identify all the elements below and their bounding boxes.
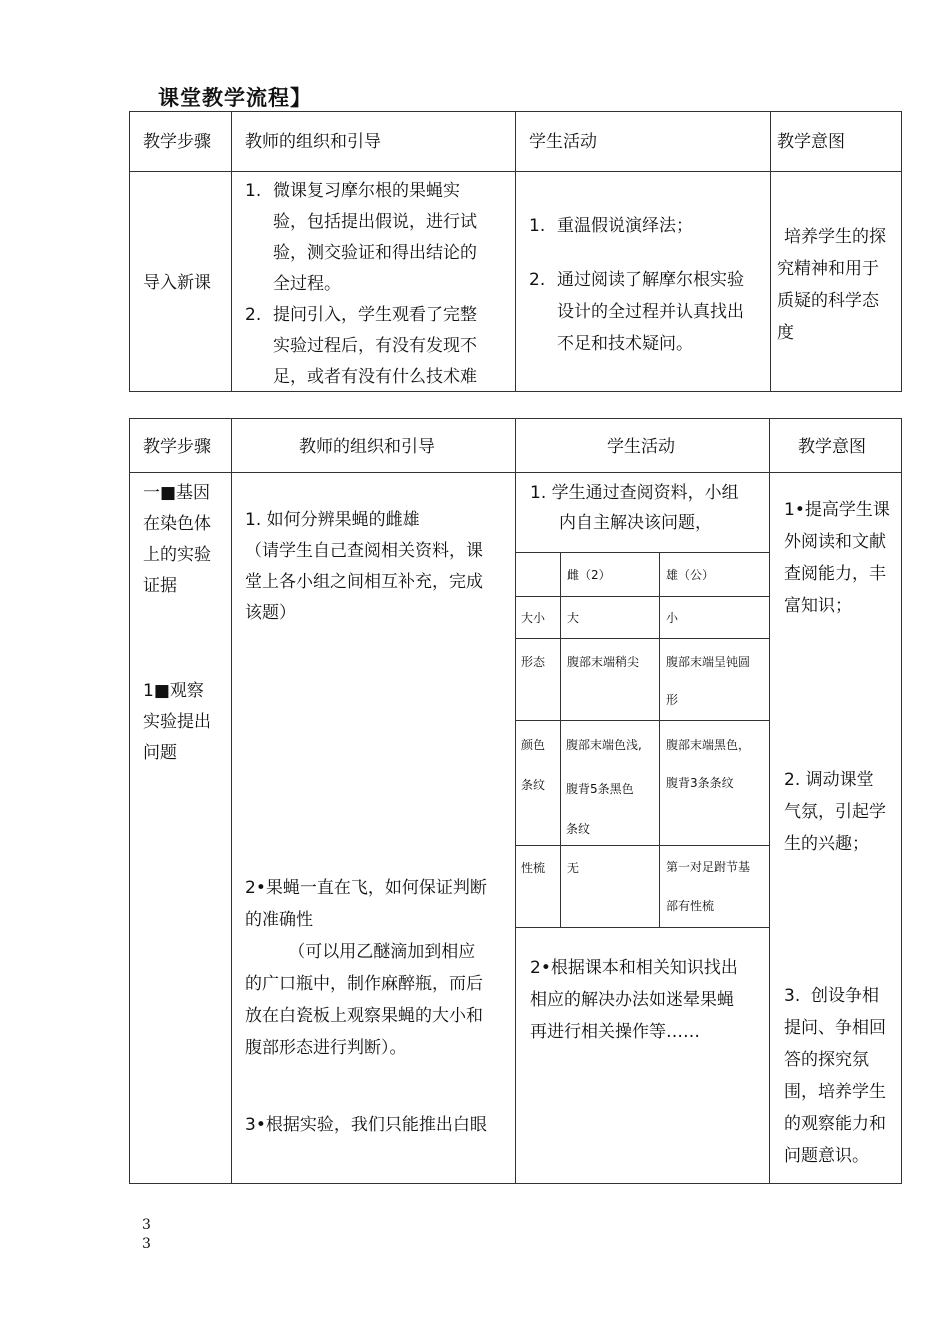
list-item-line: 重温假说演绎法； xyxy=(557,216,693,236)
list-item-line: 通过阅读了解摩尔根实验 xyxy=(557,270,744,290)
female-cell: 腹部末端稍尖 xyxy=(567,655,640,669)
intent-line: 质疑的科学态 xyxy=(777,291,879,311)
list-number: 1. xyxy=(529,216,546,236)
male-cell: 部有性梳 xyxy=(666,899,715,913)
header-student: 学生活动 xyxy=(529,132,597,152)
male-cell: 腹部末端呈钝圆 xyxy=(666,655,751,669)
col-header-female: 雌（2） xyxy=(567,568,611,582)
male-cell: 腹部末端黑色， xyxy=(666,738,751,752)
row-attr: 条纹 xyxy=(521,778,546,792)
teacher-line: 腹部形态进行判断）。 xyxy=(245,1038,407,1058)
list-item-line: 微课复习摩尔根的果蝇实 xyxy=(273,181,460,201)
student-line: 内自主解决该问题， xyxy=(559,513,712,533)
list-number: 2. xyxy=(245,305,262,325)
list-item-line: 足，或者有没有什么技术难 xyxy=(273,367,477,387)
step-line: 1■观察 xyxy=(143,681,204,701)
intent-line: 答的探究氛 xyxy=(784,1050,869,1070)
female-cell: 条纹 xyxy=(566,822,591,836)
step-line: 实验提出 xyxy=(143,712,211,732)
header-step: 教学步骤 xyxy=(143,132,211,152)
intent-line: 1•提高学生课 xyxy=(784,500,890,520)
female-cell: 无 xyxy=(567,861,580,875)
row-attr: 大小 xyxy=(521,611,546,625)
student-line: 再进行相关操作等…… xyxy=(530,1022,700,1042)
row-attr: 颜色 xyxy=(521,738,546,752)
header-teacher: 教师的组织和引导 xyxy=(299,437,435,457)
teacher-line: 2•果蝇一直在飞，如何保证判断 xyxy=(245,878,487,898)
header-teacher: 教师的组织和引导 xyxy=(245,132,381,152)
male-cell: 第一对足跗节基 xyxy=(666,860,751,874)
intent-line: 度 xyxy=(777,323,794,343)
intent-line: 查阅能力，丰 xyxy=(784,564,886,584)
list-number: 2. xyxy=(529,270,546,290)
teacher-line: （可以用乙醚滴加到相应 xyxy=(245,942,476,962)
male-cell: 小 xyxy=(666,611,679,625)
step-line: 上的实验 xyxy=(143,545,211,565)
list-item-line: 不足和技术疑问。 xyxy=(557,334,693,354)
page-number: 3 xyxy=(142,1217,151,1233)
intent-line: 气氛，引起学 xyxy=(784,802,886,822)
step-line: 一■基因 xyxy=(143,483,211,503)
step-label: 导入新课 xyxy=(143,273,211,293)
header-intent: 教学意图 xyxy=(798,437,866,457)
step-line: 证据 xyxy=(143,576,177,596)
female-cell: 腹部末端色浅, xyxy=(566,738,642,752)
intent-line: 问题意识。 xyxy=(784,1146,869,1166)
row-attr: 形态 xyxy=(521,655,546,669)
intent-line: 2. 调动课堂 xyxy=(784,770,874,790)
teacher-line: 放在白瓷板上观察果蝇的大小和 xyxy=(245,1006,483,1026)
teacher-line: 的准确性 xyxy=(245,910,313,930)
header-step: 教学步骤 xyxy=(143,437,211,457)
list-item-line: 实验过程后，有没有发现不 xyxy=(273,336,477,356)
list-number: 1. xyxy=(245,181,262,201)
list-item-line: 全过程。 xyxy=(273,274,341,294)
teacher-line: 的广口瓶中，制作麻醉瓶，而后 xyxy=(245,974,483,994)
female-cell: 腹背5条黑色 xyxy=(566,782,634,796)
student-line: 相应的解决办法如迷晕果蝇 xyxy=(530,990,734,1010)
student-line: 2•根据课本和相关知识找出 xyxy=(530,958,738,978)
list-item-line: 验，包括提出假说，进行试 xyxy=(273,212,477,232)
teacher-line: 该题） xyxy=(245,603,296,623)
header-intent: 教学意图 xyxy=(777,132,845,152)
male-cell: 形 xyxy=(666,693,679,707)
page-number: 3 xyxy=(142,1236,151,1252)
teacher-line: （请学生自己查阅相关资料，课 xyxy=(245,541,483,561)
list-item-line: 提问引入，学生观看了完整 xyxy=(273,305,477,325)
step-line: 问题 xyxy=(143,743,177,763)
teacher-line: 堂上各小组之间相互补充，完成 xyxy=(245,572,483,592)
col-header-male: 雄（公） xyxy=(666,568,715,582)
teacher-line: 3•根据实验，我们只能推出白眼 xyxy=(245,1115,487,1135)
intent-line: 富知识； xyxy=(784,596,852,616)
header-student: 学生活动 xyxy=(607,437,675,457)
student-line: 1. 学生通过查阅资料，小组 xyxy=(530,483,739,503)
intent-line: 培养学生的探 xyxy=(784,227,886,247)
intent-line: 围，培养学生 xyxy=(784,1082,886,1102)
list-item-line: 设计的全过程并认真找出 xyxy=(557,302,744,322)
intent-line: 究精神和用于 xyxy=(777,259,879,279)
female-cell: 大 xyxy=(567,611,580,625)
section-title: 课堂教学流程】 xyxy=(158,86,312,110)
intent-line: 生的兴趣； xyxy=(784,834,869,854)
intent-line: 的观察能力和 xyxy=(784,1114,886,1134)
intent-line: 提问、争相回 xyxy=(784,1018,886,1038)
intent-line: 外阅读和文献 xyxy=(784,532,886,552)
teacher-line: 1. 如何分辨果蝇的雌雄 xyxy=(245,510,420,530)
male-cell: 腹背3条条纹 xyxy=(666,776,734,790)
list-item-line: 验，测交验证和得出结论的 xyxy=(273,243,477,263)
row-attr: 性梳 xyxy=(521,861,546,875)
step-line: 在染色体 xyxy=(143,514,211,534)
intent-line: 3. 创设争相 xyxy=(784,986,880,1006)
